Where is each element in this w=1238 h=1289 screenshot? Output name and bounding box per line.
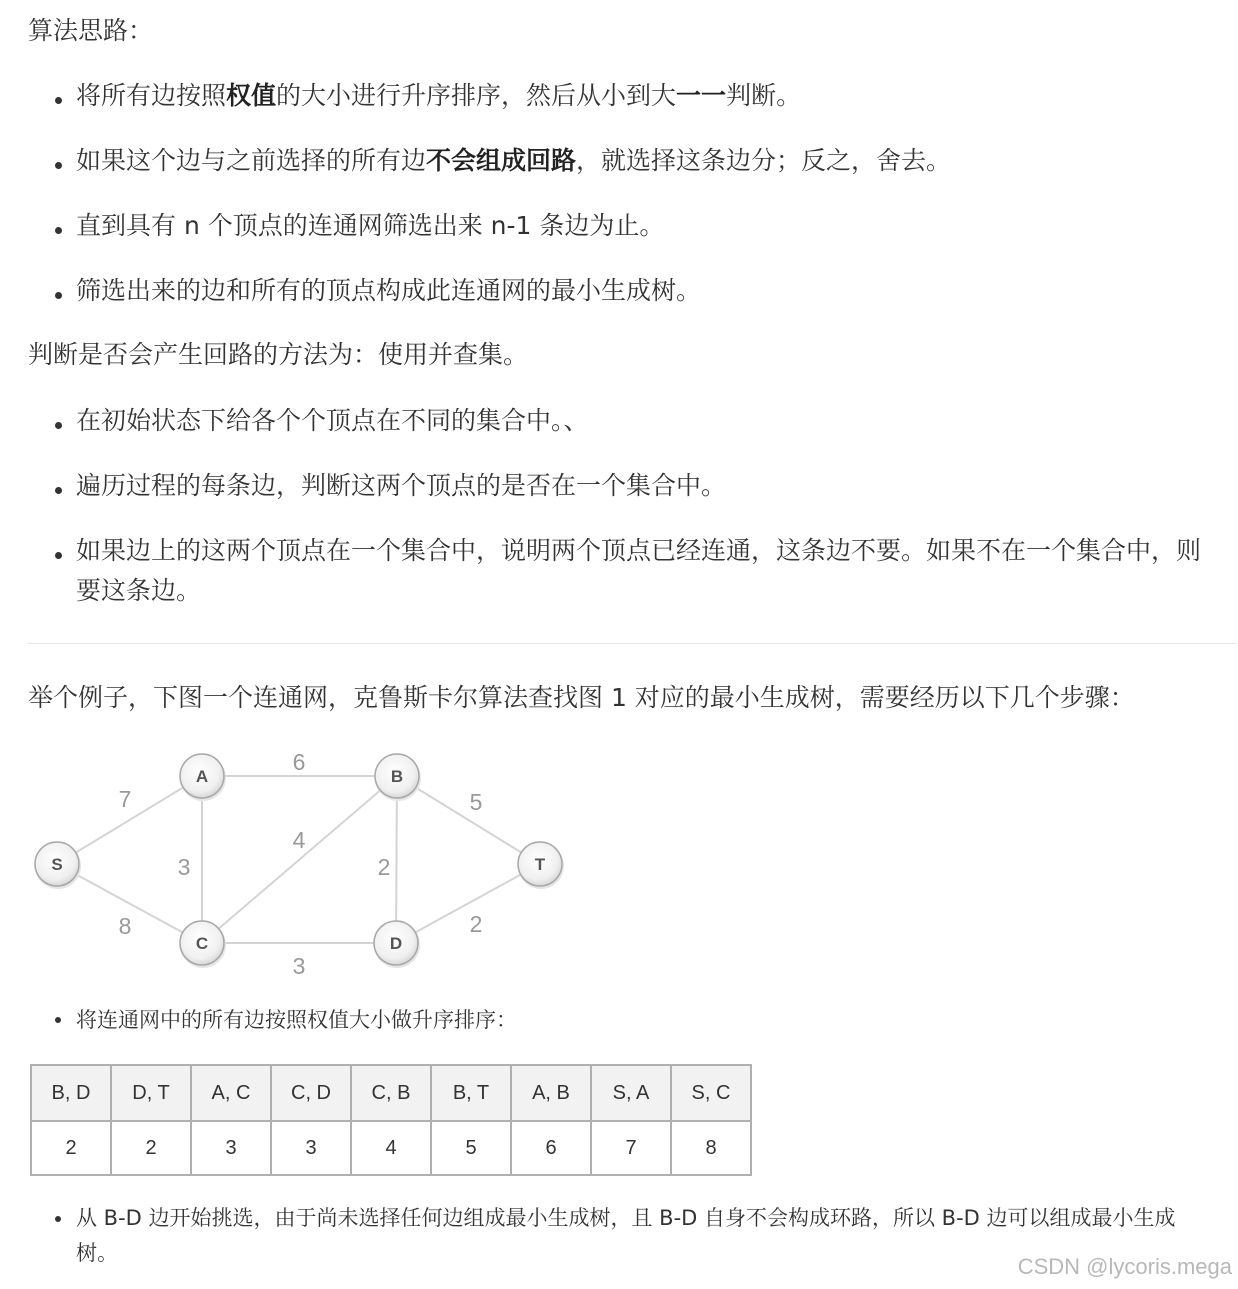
edge-weight-label: 8 [118, 913, 132, 939]
table-header-cell: A, C [191, 1065, 271, 1121]
table-header-cell: D, T [111, 1065, 191, 1121]
table-header-cell: C, D [271, 1065, 351, 1121]
table-header-cell: C, B [351, 1065, 431, 1121]
node-label: A [195, 767, 209, 786]
bullet-dot [55, 227, 62, 234]
bullet-dot [55, 292, 62, 299]
text-span: ，就选择这条边分；反之，舍去。 [576, 146, 952, 175]
edge-weight-label: 2 [469, 911, 483, 937]
text-span: 如果这个边与之前选择的所有边 [76, 146, 427, 175]
graph-node-C [180, 921, 226, 968]
graph-edge-D-T [396, 864, 540, 943]
edge-weight-label: 4 [292, 827, 306, 853]
bullet-no-cycle [76, 146, 951, 176]
node-label: S [51, 855, 63, 874]
bullet-initial-sets: 在初始状态下给各个个顶点在不同的集合中。、 [76, 406, 589, 435]
bullet-dot [55, 487, 62, 494]
sorted-edges-table [30, 1064, 752, 1176]
bold-text: 不会组成回路 [426, 146, 577, 175]
divider [28, 643, 1236, 644]
table-cell: 5 [431, 1121, 511, 1175]
bullet-mst: 筛选出来的边和所有的顶点构成此连通网的最小生成树。 [76, 276, 702, 305]
graph-figure [20, 740, 580, 990]
bullet-dot [55, 422, 62, 429]
graph-edge-B-T [397, 776, 540, 864]
table-header-cell: S, C [671, 1065, 751, 1121]
edge-weight-label: 2 [377, 854, 391, 880]
text-span: 判断。 [726, 81, 802, 110]
graph-node-D [374, 921, 420, 968]
table-cell: 8 [671, 1121, 751, 1175]
watermark: CSDN @lycoris.mega [1017, 1254, 1232, 1279]
table-cell: 3 [271, 1121, 351, 1175]
bullet-same-set-line1: 如果边上的这两个顶点在一个集合中，说明两个顶点已经连通，这条边不要。如果不在一个集合中，则 [76, 536, 1202, 565]
bullet-traverse: 遍历过程的每条边，判断这两个顶点的是否在一个集合中。 [76, 471, 727, 500]
node-label: T [534, 855, 546, 874]
node-label: C [195, 934, 209, 953]
table-cell: 4 [351, 1121, 431, 1175]
node-label: B [390, 767, 404, 786]
bold-text: 权值 [226, 81, 277, 110]
graph-node-B [375, 754, 421, 801]
step-text-line2: 树。 [76, 1241, 118, 1265]
table-cell: 3 [191, 1121, 271, 1175]
bullet-dot [55, 552, 62, 559]
bullet-dot [55, 1017, 61, 1023]
table-header-cell: A, B [511, 1065, 591, 1121]
sort-caption: 将连通网中的所有边按照权值大小做升序排序： [76, 1008, 517, 1032]
table-header-cell: B, D [31, 1065, 111, 1121]
graph-edge-C-B [202, 776, 397, 943]
cycle-check-heading: 判断是否会产生回路的方法为：使用并查集。 [28, 340, 529, 369]
edge-weight-label: 3 [292, 953, 306, 979]
table-header-cell: S, A [591, 1065, 671, 1121]
bullet-dot [55, 162, 62, 169]
bullet-n-minus-1: 直到具有 n 个顶点的连通网筛选出来 n-1 条边为止。 [76, 211, 665, 240]
bullet-dot [55, 1216, 61, 1222]
edge-weight-label: 3 [177, 854, 191, 880]
step-text-line1: 从 B-D 边开始挑选，由于尚未选择任何边组成最小生成树，且 B-D 自身不会构成环路，所以 B-D 边可以组成最小生成 [76, 1206, 1176, 1230]
example-intro: 举个例子，下图一个连通网，克鲁斯卡尔算法查找图 1 对应的最小生成树，需要经历以下几个步骤： [28, 683, 1135, 712]
edge-weight-label: 5 [469, 789, 483, 815]
graph-node-A [180, 754, 226, 801]
table-header-cell: B, T [431, 1065, 511, 1121]
bold-text: 一一 [676, 81, 727, 110]
text-span: 的大小进行升序排序，然后从小到大 [276, 81, 677, 110]
table-row [31, 1121, 751, 1175]
graph-node-T [518, 842, 564, 889]
table-cell: 6 [511, 1121, 591, 1175]
algorithm-heading: 算法思路： [28, 16, 154, 45]
edge-weight-label: 7 [118, 786, 132, 812]
table-cell: 2 [31, 1121, 111, 1175]
table-cell: 2 [111, 1121, 191, 1175]
bullet-dot [55, 97, 62, 104]
bullet-sort-edges [76, 81, 801, 111]
graph-node-S [35, 842, 81, 889]
bullet-same-set-line2: 要这条边。 [76, 576, 202, 605]
edge-weight-label: 6 [292, 749, 306, 775]
table-cell: 7 [591, 1121, 671, 1175]
table-header-row [31, 1065, 751, 1121]
text-span: 将所有边按照 [76, 81, 227, 110]
node-label: D [389, 934, 403, 953]
graph-edge-B-D [396, 776, 397, 943]
